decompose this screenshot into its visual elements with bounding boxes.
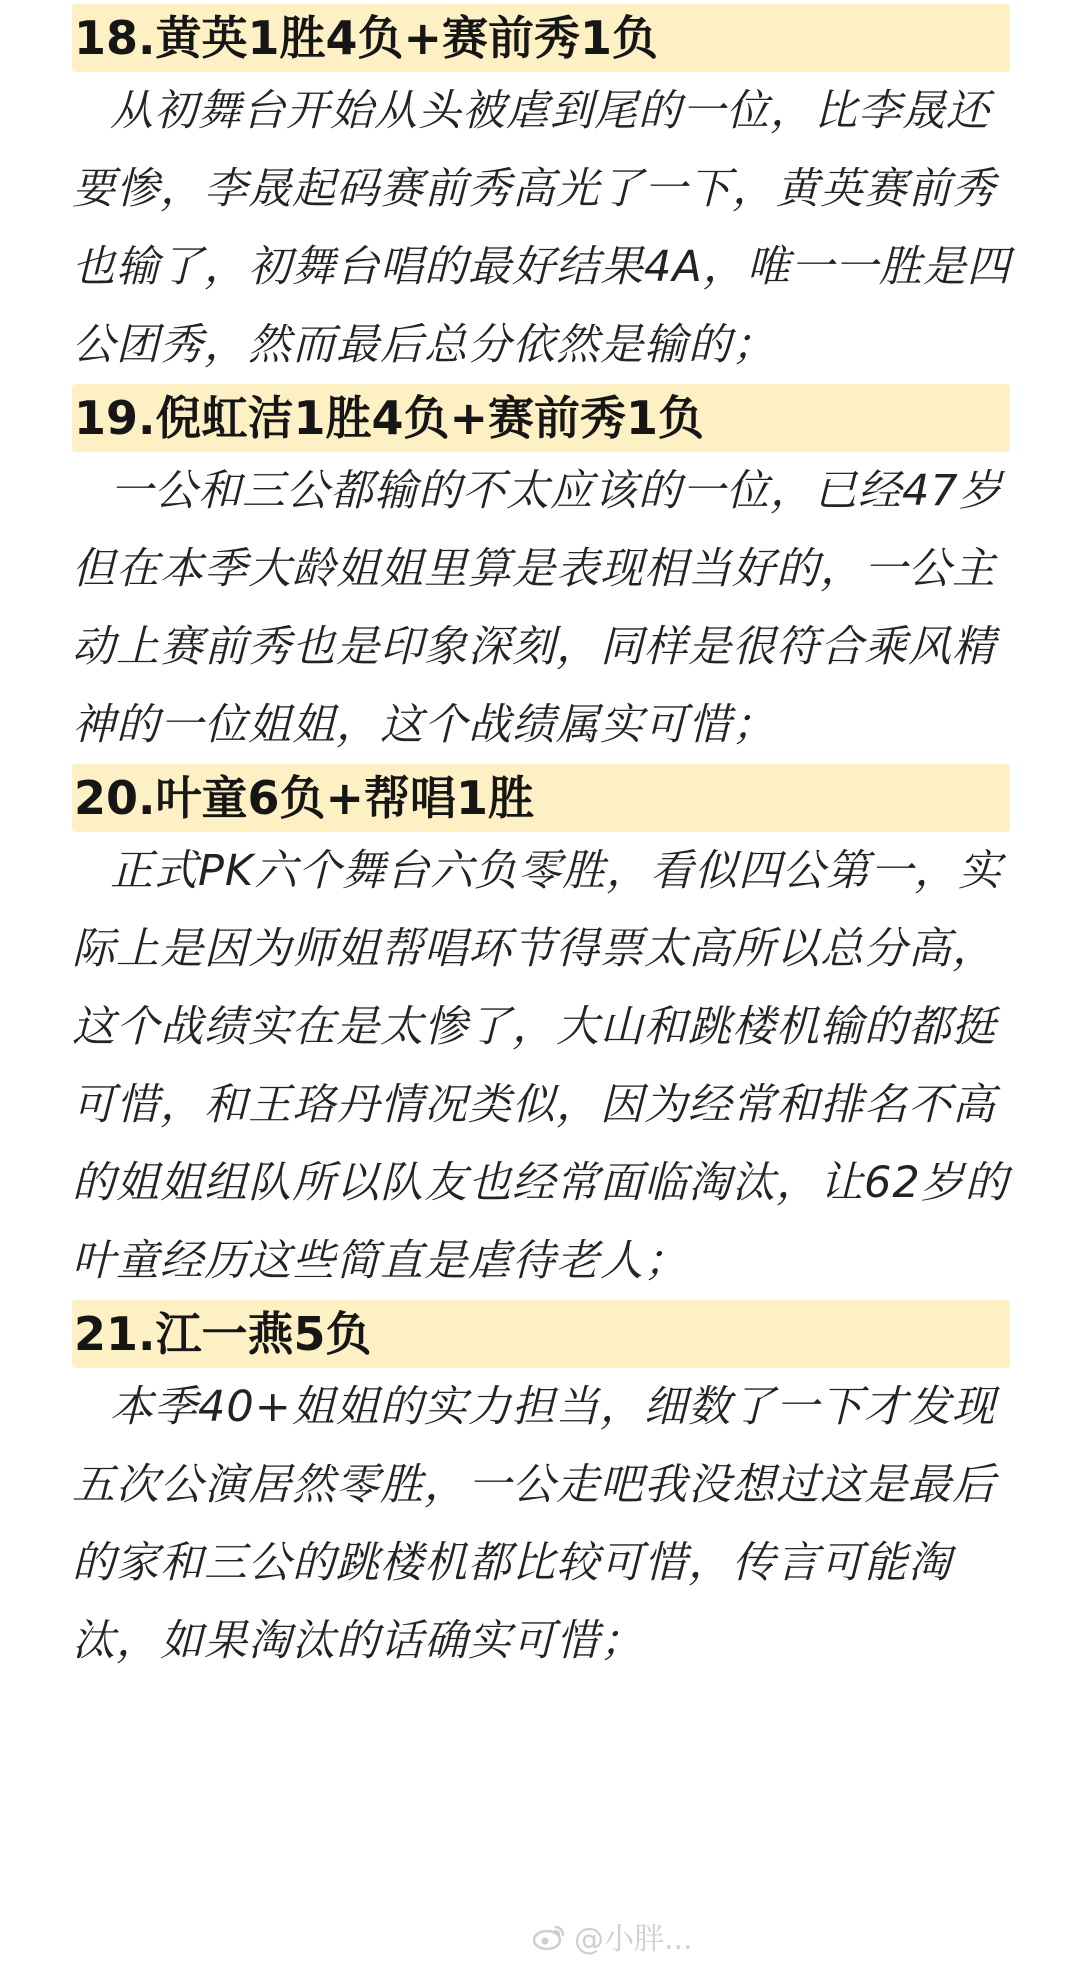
section-body	[72, 832, 1012, 1300]
section-heading: 18.黄英1胜4负+赛前秀1负	[72, 4, 1010, 72]
ranking-section-19	[0, 384, 1080, 764]
section-body	[72, 1368, 1012, 1680]
ranking-section-18	[0, 4, 1080, 384]
section-paragraph: 一公和三公都输的不太应该的一位，已经47岁但在本季大龄姐姐里算是表现相当好的，一公主动上赛前秀也是印象深刻，同样是很符合乘风精神的一位姐姐，这个战绩属实可惜；	[72, 466, 1003, 750]
section-paragraph: 正式PK六个舞台六负零胜，看似四公第一，实际上是因为师姐帮唱环节得票太高所以总分高，这个战绩实在是太惨了，大山和跳楼机输的都挺可惜，和王珞丹情况类似，因为经常和排名不高的姐姐组队所以队友也经常面临淘汰，让62岁的叶童经历这些简直是虐待老人；	[72, 846, 1009, 1286]
section-body	[72, 72, 1012, 384]
watermark-text: @小胖...	[574, 1922, 693, 1957]
ranking-section-20	[0, 764, 1080, 1300]
section-paragraph: 本季40+姐姐的实力担当，细数了一下才发现五次公演居然零胜，一公走吧我没想过这是最后的家和三公的跳楼机都比较可惜，传言可能淘汰，如果淘汰的话确实可惜；	[72, 1382, 996, 1666]
section-heading: 19.倪虹洁1胜4负+赛前秀1负	[72, 384, 1010, 452]
section-heading: 20.叶童6负+帮唱1胜	[72, 764, 1010, 832]
ranking-section-21	[0, 1300, 1080, 1680]
section-heading: 21.江一燕5负	[72, 1300, 1010, 1368]
weibo-watermark	[532, 1916, 693, 1956]
weibo-icon	[532, 1923, 566, 1949]
section-paragraph: 从初舞台开始从头被虐到尾的一位，比李晟还要惨，李晟起码赛前秀高光了一下，黄英赛前秀也输了，初舞台唱的最好结果4A，唯一一胜是四公团秀，然而最后总分依然是输的；	[72, 86, 1011, 370]
section-body	[72, 452, 1012, 764]
